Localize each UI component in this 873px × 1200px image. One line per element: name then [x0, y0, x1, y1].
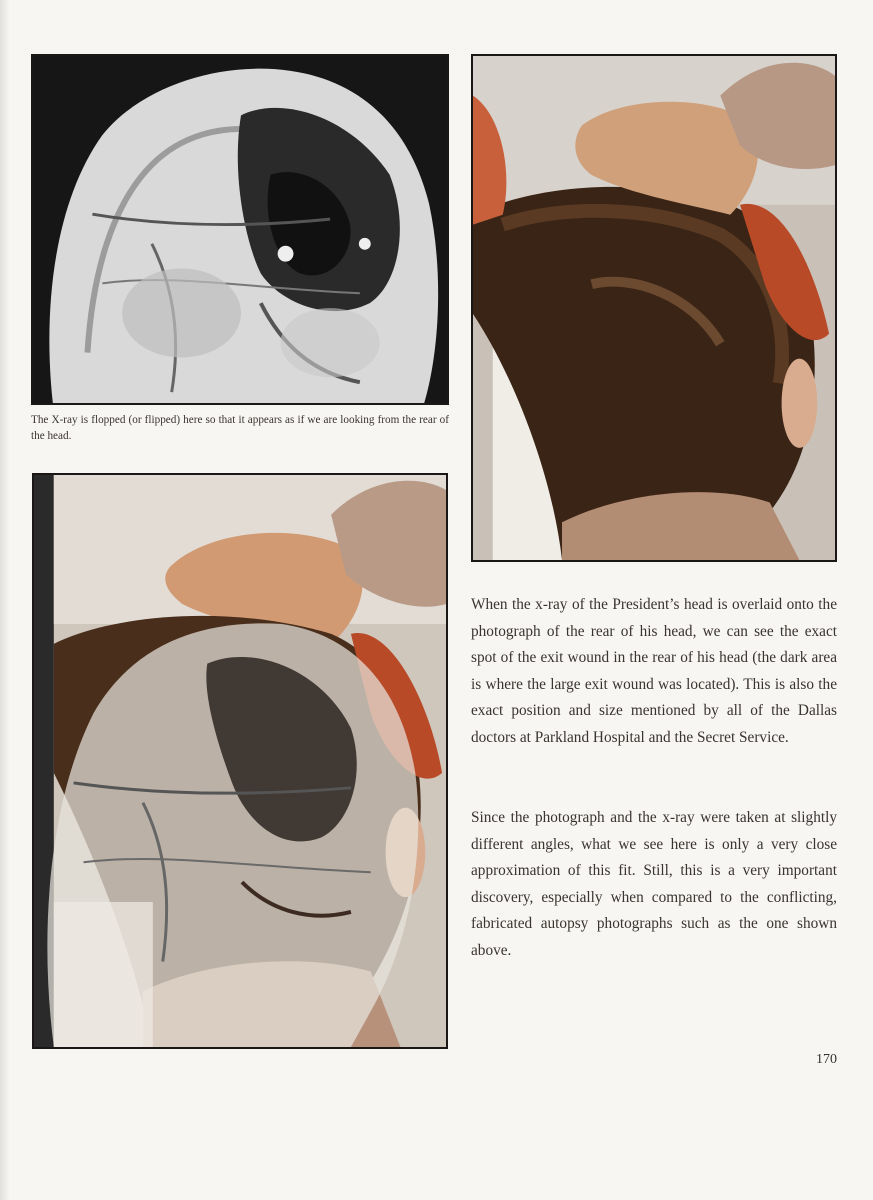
autopsy-photo	[471, 54, 837, 562]
overlay-illustration	[34, 475, 446, 1047]
xray-caption: The X-ray is flopped (or flipped) here so that it appears as if we are looking from the rear of the head.	[31, 414, 449, 442]
page-number: 170	[816, 1052, 837, 1067]
page-edge	[0, 0, 10, 1200]
xray-illustration	[33, 56, 447, 403]
overlay-image	[32, 473, 448, 1049]
body-paragraph-2: Since the photograph and the x-ray were taken at slightly different angles, what we see here is only a very close approximation of this fit. Still, this is a very important discovery, especially when compared to the conflicting, fabricated autopsy photographs such as the one shown above.	[471, 809, 837, 959]
photo-illustration	[473, 56, 835, 560]
body-paragraph-1: When the x-ray of the President’s head is overlaid onto the photograph of the rear of his head, we can see the exact spot of the exit wound in the rear of his head (the dark area is where the large exit wound was located). This is also the exact position and size mentioned by all of the Dallas doctors at Parkland Hospital and the Secret Service.	[471, 596, 837, 746]
xray-image	[31, 54, 449, 405]
